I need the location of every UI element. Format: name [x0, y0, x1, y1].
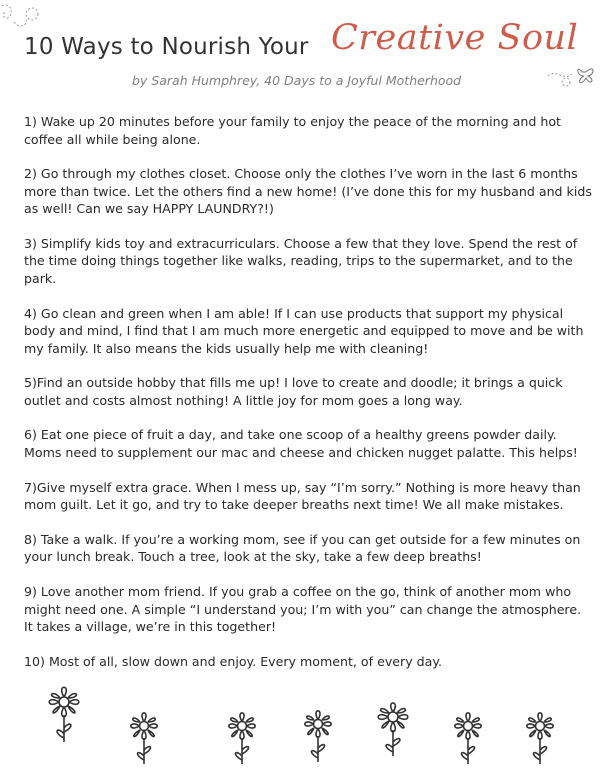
list-item: 3) Simplify kids toy and extracurriculars. Choose a few that they love. Spend the rest of the time doing things together like walks, reading, trips to the supermarket, and to the park.	[24, 235, 578, 286]
flower-border	[0, 680, 602, 779]
flower-doodle-icon	[222, 710, 262, 768]
list-item: 9) Love another mom friend. If you grab a coffee on the go, think of another mom who might need one. A simple “I understand you; I’m with you” can change the atmosphere. It takes a village, we’re in this together!	[24, 584, 582, 634]
tips-list	[24, 113, 592, 687]
butterfly-doodle-icon	[546, 60, 600, 94]
page-title: 10 Ways to Nourish Your	[24, 34, 309, 60]
list-item: 4) Go clean and green when I am able! If I can use products that support my physical body and mind, I find that I am much more energetic and equipped to move and be with my family. It also means the kids usually help me with cleaning!	[24, 305, 584, 356]
flower-doodle-icon	[298, 708, 338, 766]
list-item: 6) Eat one piece of fruit a day, and take one scoop of a healthy greens powder daily. Moms need to supplement our mac and cheese and chicken nugget palatte. This helps!	[24, 427, 578, 460]
list-item: 8) Take a walk. If you’re a working mom, see if you can get outside for a few minutes on your lunch break. Touch a tree, look at the sky, take a few deep breaths!	[24, 531, 581, 565]
list-item: 2) Go through my clothes closet. Choose only the clothes I’ve worn in the last 6 months more than twice. Let the others find a new home! (I’ve done this for my husband and kids as well! Can we say HAPPY LAUNDRY?!)	[24, 166, 592, 217]
flower-doodle-icon	[520, 710, 560, 768]
byline: by Sarah Humphrey, 40 Days to a Joyful Motherhood	[132, 73, 462, 88]
flower-doodle-icon	[372, 700, 414, 760]
list-item: 7)Give myself extra grace. When I mess up, say “I’m sorry.” Nothing is more heavy than mom guilt. Let it go, and try to take deeper breaths next time! We all make mistakes.	[24, 479, 581, 513]
page-header	[24, 8, 584, 72]
list-item: 10) Most of all, slow down and enjoy. Every moment, of every day.	[24, 653, 443, 669]
list-item: 5)Find an outside hobby that fills me up! I love to create and doodle; it brings a quick outlet and costs almost nothing! A little joy for mom goes a long way.	[24, 375, 563, 408]
flower-doodle-icon	[448, 710, 488, 768]
flower-doodle-icon	[124, 710, 164, 768]
flower-doodle-icon	[42, 684, 86, 746]
page-title-script: Creative Soul	[331, 18, 579, 58]
list-item: 1) Wake up 20 minutes before your family to enjoy the peace of the morning and hot coffee all while being alone.	[24, 114, 561, 147]
